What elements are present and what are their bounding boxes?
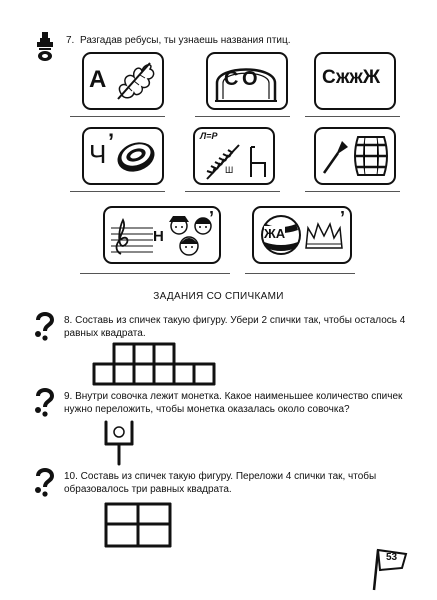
- rebus-4-comma: ’: [108, 129, 115, 154]
- answer-line-7: [80, 273, 230, 274]
- disc-icon: [114, 135, 158, 177]
- rebus-7-comma: ’: [209, 208, 215, 228]
- rebus-2-letters: СО: [224, 68, 262, 90]
- oak-leaf-icon: [112, 57, 158, 103]
- rebus-5-mark: Ш: [225, 165, 234, 175]
- task8-text: 8. Составь из спичек такую фигуру. Убери 2 спички так, чтобы осталось 4 равных квадрата.: [64, 315, 406, 339]
- answer-line-2: [195, 116, 290, 117]
- shovel-icon: [320, 137, 350, 177]
- rebus-5: [193, 127, 275, 185]
- stamp-icon: [37, 32, 53, 62]
- rebus-8: [252, 206, 352, 264]
- rebus-2: [206, 52, 288, 110]
- task7-number: 7.: [66, 35, 75, 46]
- answer-line-8: [245, 273, 355, 274]
- answer-line-4: [70, 191, 165, 192]
- rebus-8-comma: ’: [340, 208, 346, 228]
- question-mark-icon: [34, 312, 56, 342]
- match-figure-8: [88, 342, 218, 388]
- rebus-8-letters: ЖА: [264, 226, 286, 241]
- chair-icon: [247, 145, 269, 179]
- rebus-7: [103, 206, 221, 264]
- answer-line-1: [70, 116, 165, 117]
- rebus-7-letter: Н: [153, 228, 164, 245]
- match-figure-9: [100, 418, 140, 466]
- page-number: 53: [386, 552, 398, 563]
- answer-line-6: [305, 191, 400, 192]
- match-figure-10: [102, 500, 174, 550]
- crown-icon: [304, 220, 344, 252]
- rebus-6: [314, 127, 396, 185]
- question-mark-icon: [34, 468, 56, 498]
- question-mark-icon: [34, 388, 56, 418]
- rebus-1-letters: А: [89, 66, 107, 93]
- task9-text: 9. Внутри совочка лежит монетка. Какое наименьшее количество спичек нужно переложить, чтобы монетка оказалась около совочка?: [64, 391, 403, 415]
- section-title: ЗАДАНИЯ СО СПИЧКАМИ: [153, 291, 284, 302]
- barrel-icon: [352, 133, 390, 179]
- rebus-1: [82, 52, 164, 110]
- rebus-5-rule: Л=Р: [200, 131, 218, 141]
- task10-text: 10. Составь из спичек такую фигуру. Переложи 4 спички так, чтобы образовалось три равных квадрата.: [64, 471, 377, 495]
- rebus-4-letters: Ч: [89, 139, 107, 169]
- answer-line-5: [185, 191, 280, 192]
- wheat-icon: [203, 141, 243, 181]
- rebus-3-letters: СжжЖ: [322, 67, 381, 88]
- music-staff-icon: [109, 214, 155, 258]
- answer-line-3: [305, 116, 400, 117]
- task7-text: Разгадав ребусы, ты узнаешь названия птиц.: [80, 35, 291, 46]
- rebus-4: [82, 127, 164, 185]
- rebus-3: [314, 52, 396, 110]
